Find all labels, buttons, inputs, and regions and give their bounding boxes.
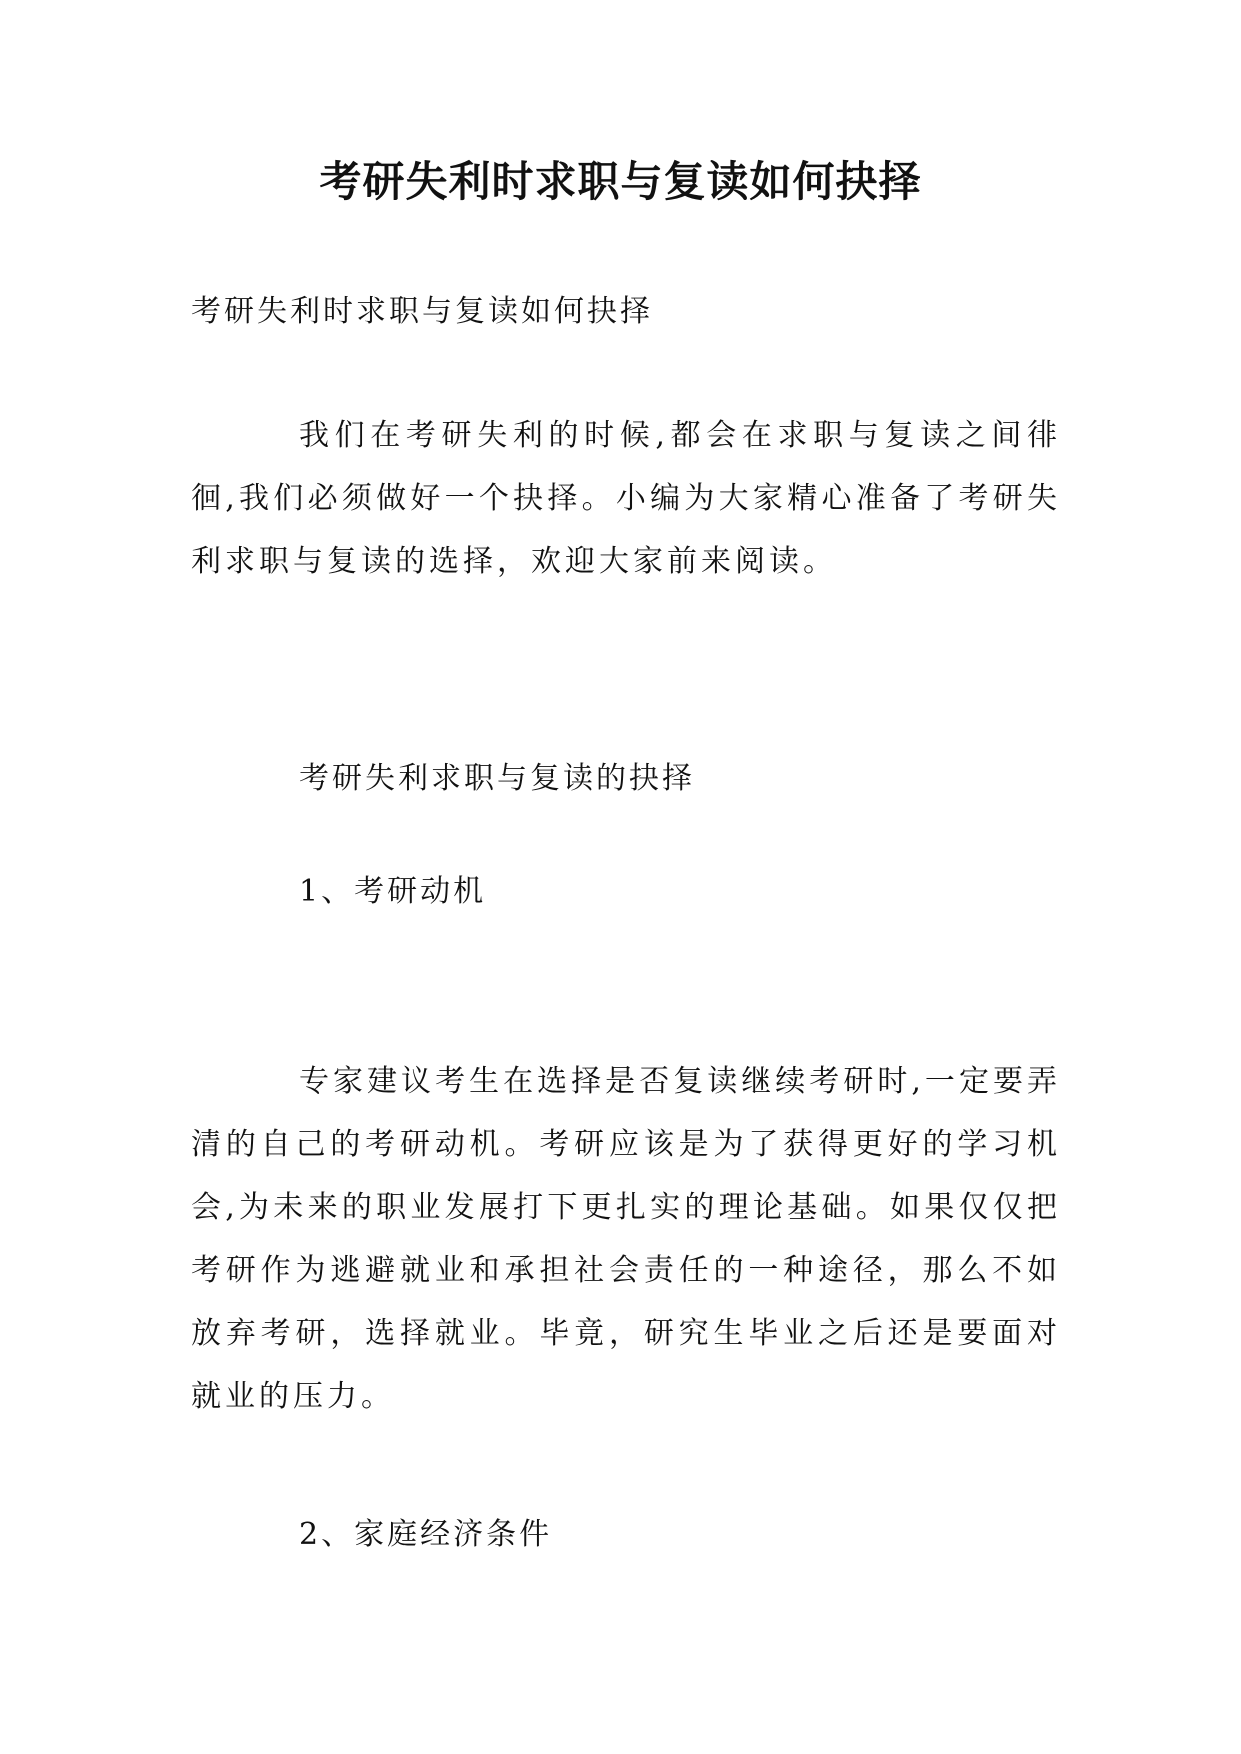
document-subtitle: 考研失利时求职与复读如何抉择 bbox=[191, 294, 653, 329]
item-2-heading: 2、家庭经济条件 bbox=[299, 1517, 553, 1552]
item-1-heading: 1、考研动机 bbox=[299, 874, 487, 909]
item-1-paragraph: 专家建议考生在选择是否复读继续考研时,一定要弄清的自己的考研动机。考研应该是为了获得更好的学习机会,为未来的职业发展打下更扎实的理论基础。如果仅仅把考研作为逃避就业和承担社会责任的一种途径，那么不如放弃考研，选择就业。毕竟，研究生毕业之后还是要面对就业的压力。 bbox=[191, 1064, 1061, 1414]
section-title: 考研失利求职与复读的抉择 bbox=[299, 761, 695, 796]
intro-paragraph: 我们在考研失利的时候,都会在求职与复读之间徘徊,我们必须做好一个抉择。小编为大家精心准备了考研失利求职与复读的选择，欢迎大家前来阅读。 bbox=[191, 418, 1061, 579]
document-title: 考研失利时求职与复读如何抉择 bbox=[319, 157, 922, 206]
